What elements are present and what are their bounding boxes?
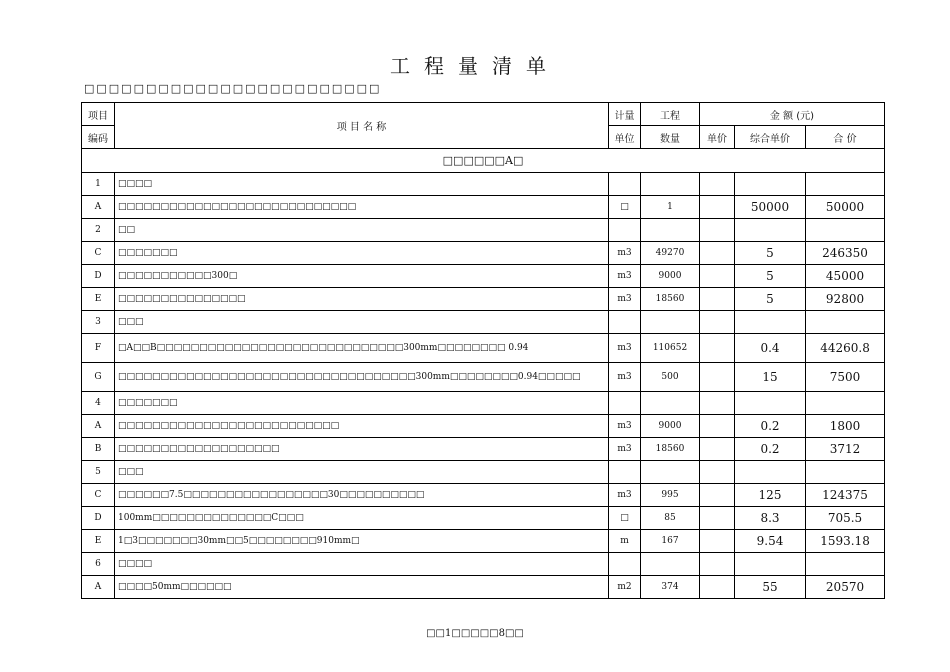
row-qty: 374 [641,576,700,599]
row-name: □A□□B□□□□□□□□□□□□□□□□□□□□□□□□□□□□□300mm□□□□□□□□ 0.94 [115,334,609,363]
row-qty: 9000 [641,265,700,288]
row-qty: 49270 [641,242,700,265]
row-unit: m2 [609,576,641,599]
row-qty: 110652 [641,334,700,363]
row-total [806,311,885,334]
table-row [82,415,885,438]
row-name: □□□□□□□□□□□□□□□□□□□□□□□□□□□□□□□□□□□300mm□□□□□□□□0.94□□□□□ [115,363,609,392]
row-composite-price: 5 [735,288,806,311]
row-total [806,392,885,415]
row-code: F [82,334,115,363]
row-unit-price [700,484,735,507]
row-unit-price [700,288,735,311]
row-unit [609,553,641,576]
table-row [82,484,885,507]
row-unit-price [700,530,735,553]
header-qty-sub: 数量 [641,126,700,149]
row-total: 50000 [806,196,885,219]
row-total [806,219,885,242]
row-code: E [82,288,115,311]
row-composite-price: 50000 [735,196,806,219]
row-unit-price [700,242,735,265]
table-row [82,311,885,334]
row-name: 1□3□□□□□□□30mm□□5□□□□□□□□910mm□ [115,530,609,553]
row-unit-price [700,265,735,288]
header-amount: 金 额 (元) [700,103,885,126]
row-composite-price [735,392,806,415]
table-row [82,265,885,288]
table-row [82,288,885,311]
row-composite-price [735,219,806,242]
table-row [82,173,885,196]
row-unit-price [700,507,735,530]
header-composite-price: 综合单价 [735,126,806,149]
row-composite-price [735,311,806,334]
project-subtitle: □□□□□□□□□□□□□□□□□□□□□□□□ [84,82,382,95]
row-composite-price [735,461,806,484]
row-code: C [82,242,115,265]
table-row [82,363,885,392]
row-name: □□□□□□□□□□□□□□□□□□□□□□□□□□ [115,415,609,438]
header-row-1 [82,103,885,126]
row-unit: m3 [609,415,641,438]
table-row [82,219,885,242]
header-qty: 工程 [641,103,700,126]
row-code: 5 [82,461,115,484]
row-name: □□□ [115,311,609,334]
row-composite-price: 125 [735,484,806,507]
row-qty: 167 [641,530,700,553]
row-qty: 995 [641,484,700,507]
header-unit: 计量 [609,103,641,126]
row-name: □□□□□□□ [115,392,609,415]
row-unit: m3 [609,363,641,392]
row-qty [641,311,700,334]
row-total: 705.5 [806,507,885,530]
row-unit: □ [609,507,641,530]
row-unit: m3 [609,242,641,265]
row-code: D [82,507,115,530]
row-unit [609,392,641,415]
bill-of-quantities-table [81,102,885,599]
row-qty: 9000 [641,415,700,438]
table-row [82,461,885,484]
row-qty: 85 [641,507,700,530]
header-name: 项 目 名 称 [115,103,609,149]
row-composite-price: 8.3 [735,507,806,530]
row-code: B [82,438,115,461]
row-code: A [82,576,115,599]
row-unit-price [700,461,735,484]
row-total: 7500 [806,363,885,392]
header-code-sub: 编码 [82,126,115,149]
header-unit-price: 单价 [700,126,735,149]
table-row [82,530,885,553]
row-unit [609,461,641,484]
row-code: 6 [82,553,115,576]
row-qty: 1 [641,196,700,219]
row-total: 1593.18 [806,530,885,553]
row-total [806,173,885,196]
row-total: 44260.8 [806,334,885,363]
row-total: 3712 [806,438,885,461]
row-unit-price [700,173,735,196]
page-title: 工程量清单 [390,54,560,78]
row-composite-price: 0.4 [735,334,806,363]
table-row [82,576,885,599]
row-name: □□□□50mm□□□□□□ [115,576,609,599]
row-unit-price [700,363,735,392]
row-name: □□□ [115,461,609,484]
row-unit [609,219,641,242]
row-code: A [82,196,115,219]
table-row [82,242,885,265]
row-unit [609,311,641,334]
row-composite-price [735,553,806,576]
row-name: □□□□□□□□□□□300□ [115,265,609,288]
header-total: 合 价 [806,126,885,149]
row-composite-price: 5 [735,265,806,288]
row-unit: m [609,530,641,553]
section-title: □□□□□□A□ [82,149,885,173]
row-name: □□□□□□□□□□□□□□□□□□□ [115,438,609,461]
header-unit-sub: 单位 [609,126,641,149]
row-code: 2 [82,219,115,242]
row-code: 1 [82,173,115,196]
row-unit-price [700,196,735,219]
row-unit: m3 [609,265,641,288]
row-name: □□□□ [115,173,609,196]
row-composite-price: 9.54 [735,530,806,553]
row-composite-price: 15 [735,363,806,392]
row-total: 124375 [806,484,885,507]
row-code: 4 [82,392,115,415]
header-code: 项目 [82,103,115,126]
row-composite-price [735,173,806,196]
row-unit-price [700,576,735,599]
row-name: □□ [115,219,609,242]
row-code: 3 [82,311,115,334]
row-unit-price [700,553,735,576]
row-unit: □ [609,196,641,219]
row-qty: 500 [641,363,700,392]
row-composite-price: 55 [735,576,806,599]
row-name: 100mm□□□□□□□□□□□□□□C□□□ [115,507,609,530]
row-total: 20570 [806,576,885,599]
page-footer: □□1□□□□□8□□ [426,628,524,639]
row-name: □□□□□□□ [115,242,609,265]
row-total: 1800 [806,415,885,438]
table-row [82,507,885,530]
row-code: D [82,265,115,288]
row-code: C [82,484,115,507]
row-unit: m3 [609,438,641,461]
row-unit [609,173,641,196]
row-qty [641,461,700,484]
section-row [82,149,885,173]
row-unit-price [700,415,735,438]
row-unit: m3 [609,288,641,311]
row-qty [641,219,700,242]
row-unit-price [700,311,735,334]
row-name: □□□□ [115,553,609,576]
table-body [82,173,885,599]
table-row [82,334,885,363]
row-total [806,553,885,576]
row-unit-price [700,219,735,242]
row-composite-price: 0.2 [735,438,806,461]
row-unit-price [700,392,735,415]
row-unit-price [700,334,735,363]
row-unit-price [700,438,735,461]
row-qty: 18560 [641,288,700,311]
table-row [82,553,885,576]
row-name: □□□□□□7.5□□□□□□□□□□□□□□□□□30□□□□□□□□□□ [115,484,609,507]
row-qty [641,553,700,576]
row-name: □□□□□□□□□□□□□□□□□□□□□□□□□□□□ [115,196,609,219]
row-qty [641,173,700,196]
table-row [82,196,885,219]
row-name: □□□□□□□□□□□□□□□ [115,288,609,311]
row-total: 246350 [806,242,885,265]
row-code: E [82,530,115,553]
row-code: A [82,415,115,438]
row-unit: m3 [609,334,641,363]
row-unit: m3 [609,484,641,507]
row-composite-price: 5 [735,242,806,265]
row-qty [641,392,700,415]
row-qty: 18560 [641,438,700,461]
table-row [82,392,885,415]
row-total: 45000 [806,265,885,288]
row-total [806,461,885,484]
row-composite-price: 0.2 [735,415,806,438]
table-row [82,438,885,461]
row-total: 92800 [806,288,885,311]
row-code: G [82,363,115,392]
